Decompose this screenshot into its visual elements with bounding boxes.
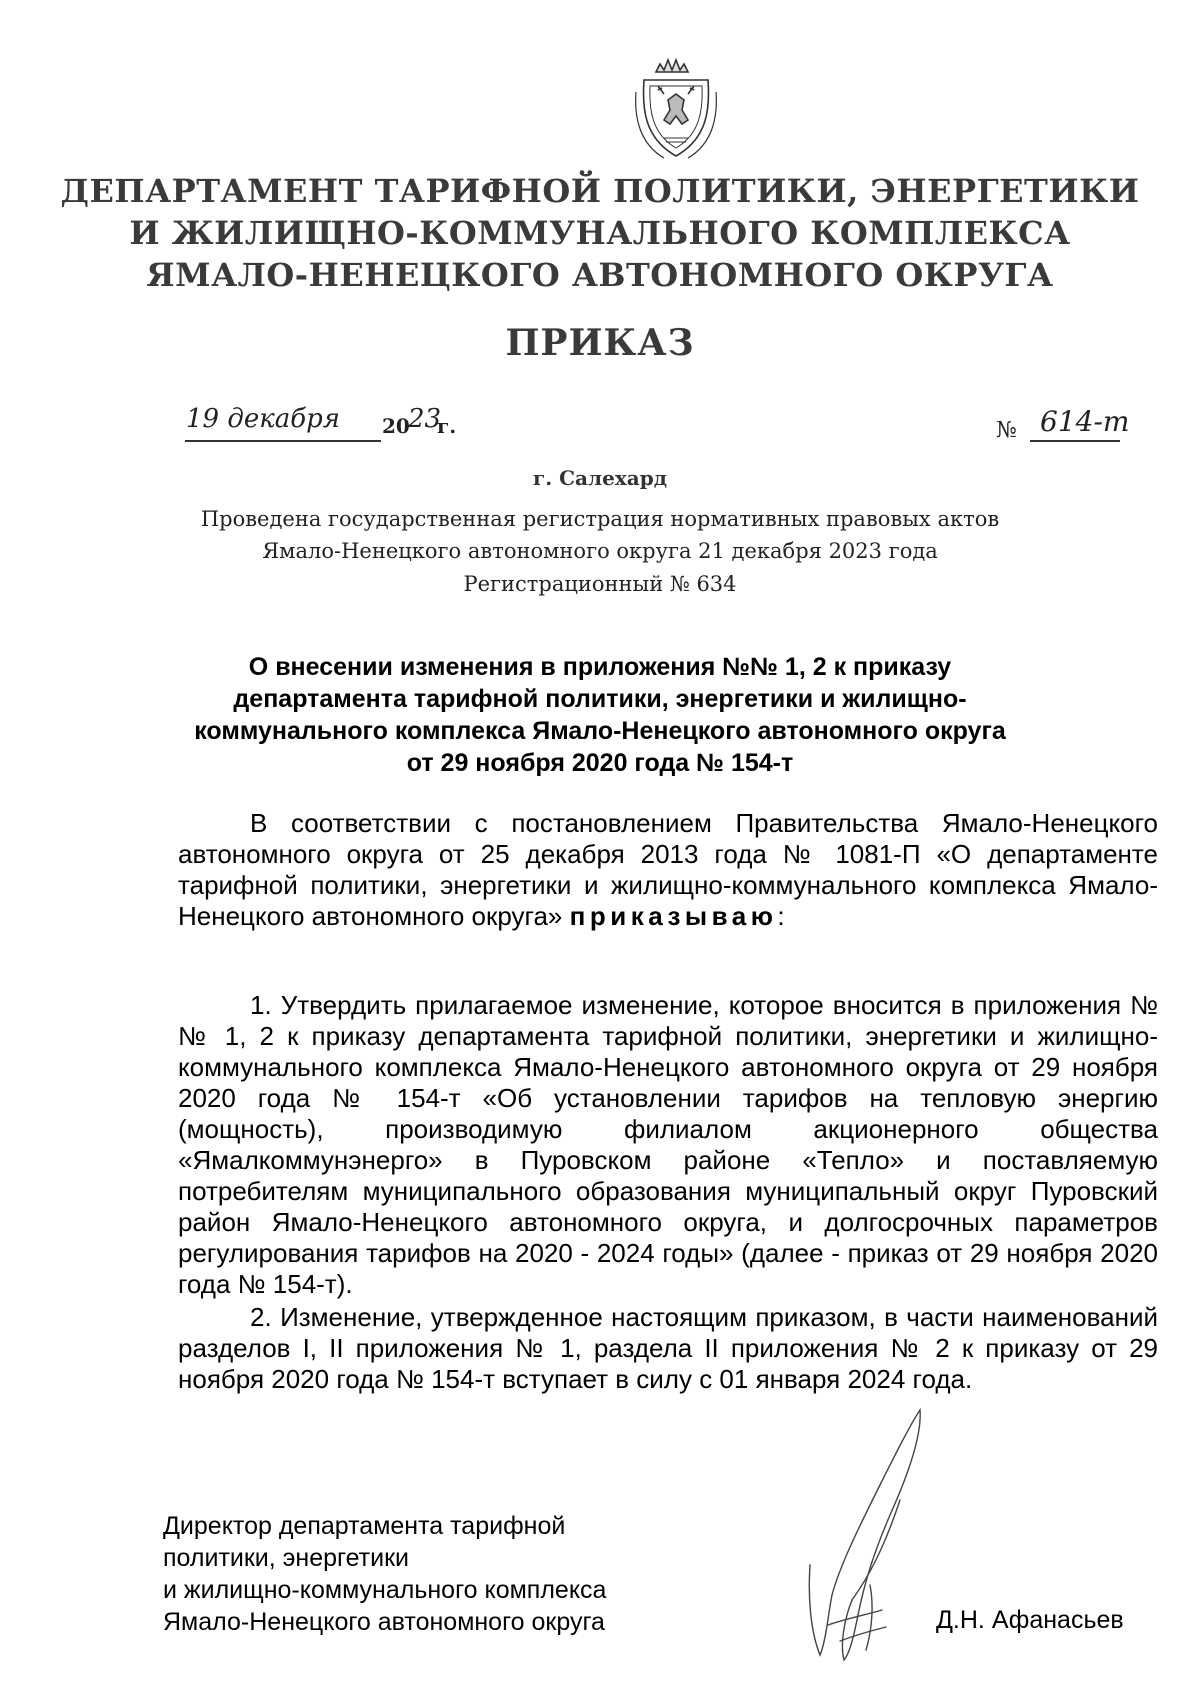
registration-line: Ямало-Ненецкого автономного округа 21 декабря 2023 года bbox=[262, 539, 938, 563]
handwritten-year: 23 bbox=[408, 404, 442, 434]
handwritten-order-number: 614-т bbox=[1040, 405, 1130, 438]
document-type-title: ПРИКАЗ bbox=[505, 322, 695, 364]
handwritten-signature-icon bbox=[770, 1405, 960, 1665]
position-line: Ямало-Ненецкого автономного округа bbox=[163, 1608, 605, 1636]
registration-line: Регистрационный № 634 bbox=[463, 572, 737, 596]
city-label: г. Салехард bbox=[532, 466, 668, 490]
order-item-2: 2. Изменение, утвержденное настоящим приказом, в части наименований разделов I, II приложения № 1, раздела II приложения № 2 к приказу от 29 ноября 2020 года № 154-т вступает в силу с 01 января 2024 года. bbox=[178, 1302, 1158, 1394]
signer-name: Д.Н. Афанасьев bbox=[936, 1606, 1124, 1634]
number-underline bbox=[1030, 440, 1120, 442]
department-name-line: ДЕПАРТАМЕНТ ТАРИФНОЙ ПОЛИТИКИ, ЭНЕРГЕТИКИ bbox=[60, 172, 1140, 210]
position-line: Директор департамента тарифной bbox=[163, 1512, 566, 1540]
year-suffix: г. bbox=[437, 414, 457, 438]
position-line: политики, энергетики bbox=[163, 1544, 409, 1572]
intro-paragraph bbox=[178, 808, 1158, 932]
year-prefix: 20 bbox=[382, 414, 410, 438]
intro-text: В соответствии с постановлением Правительства Ямало-Ненецкого автономного округа от 25 декабря 2013 года № 1081-П «О департаменте тарифной политики, энергетики и жилищно-коммунального комплекса Ямало-Ненецкого автономного округа» bbox=[178, 808, 1158, 931]
date-underline bbox=[185, 440, 381, 442]
director-position bbox=[163, 1510, 606, 1638]
order-title-line: департамента тарифной политики, энергетики и жилищно- bbox=[233, 685, 967, 713]
order-colon: : bbox=[777, 901, 785, 931]
number-sign: № bbox=[996, 418, 1017, 443]
coat-of-arms-icon bbox=[634, 58, 718, 160]
position-line: и жилищно-коммунального комплекса bbox=[163, 1576, 607, 1604]
handwritten-date: 19 декабря bbox=[186, 404, 340, 434]
department-name-line: И ЖИЛИЩНО-КОММУНАЛЬНОГО КОМПЛЕКСА bbox=[129, 214, 1071, 252]
department-name-line: ЯМАЛО-НЕНЕЦКОГО АВТОНОМНОГО ОКРУГА bbox=[146, 256, 1054, 294]
registration-line: Проведена государственная регистрация нормативных правовых актов bbox=[200, 507, 1000, 531]
order-title-line: О внесении изменения в приложения №№ 1, 2 к приказу bbox=[248, 653, 952, 681]
order-keyword: приказываю bbox=[569, 901, 778, 931]
order-title-line: от 29 ноября 2020 года № 154-т bbox=[406, 749, 794, 777]
order-item-1: 1. Утвердить прилагаемое изменение, которое вносится в приложения №№ 1, 2 к приказу департамента тарифной политики, энергетики и жилищно-коммунального комплекса Ямало-Ненецкого автономного округа от 29 ноября 2020 года № 154-т «Об установлении тарифов на тепловую энергию (мощность), производимую филиалом акционерного общества «Ямалкоммунэнерго» в Пуровском районе «Тепло» и поставляемую потребителям муниципального образования муниципальный округ Пуровский район Ямало-Ненецкого автономного округа, и долгосрочных параметров регулирования тарифов на 2020 - 2024 годы» (далее - приказ от 29 ноября 2020 года № 154-т). bbox=[178, 990, 1158, 1299]
order-title-line: коммунального комплекса Ямало-Ненецкого автономного округа bbox=[194, 717, 1006, 745]
